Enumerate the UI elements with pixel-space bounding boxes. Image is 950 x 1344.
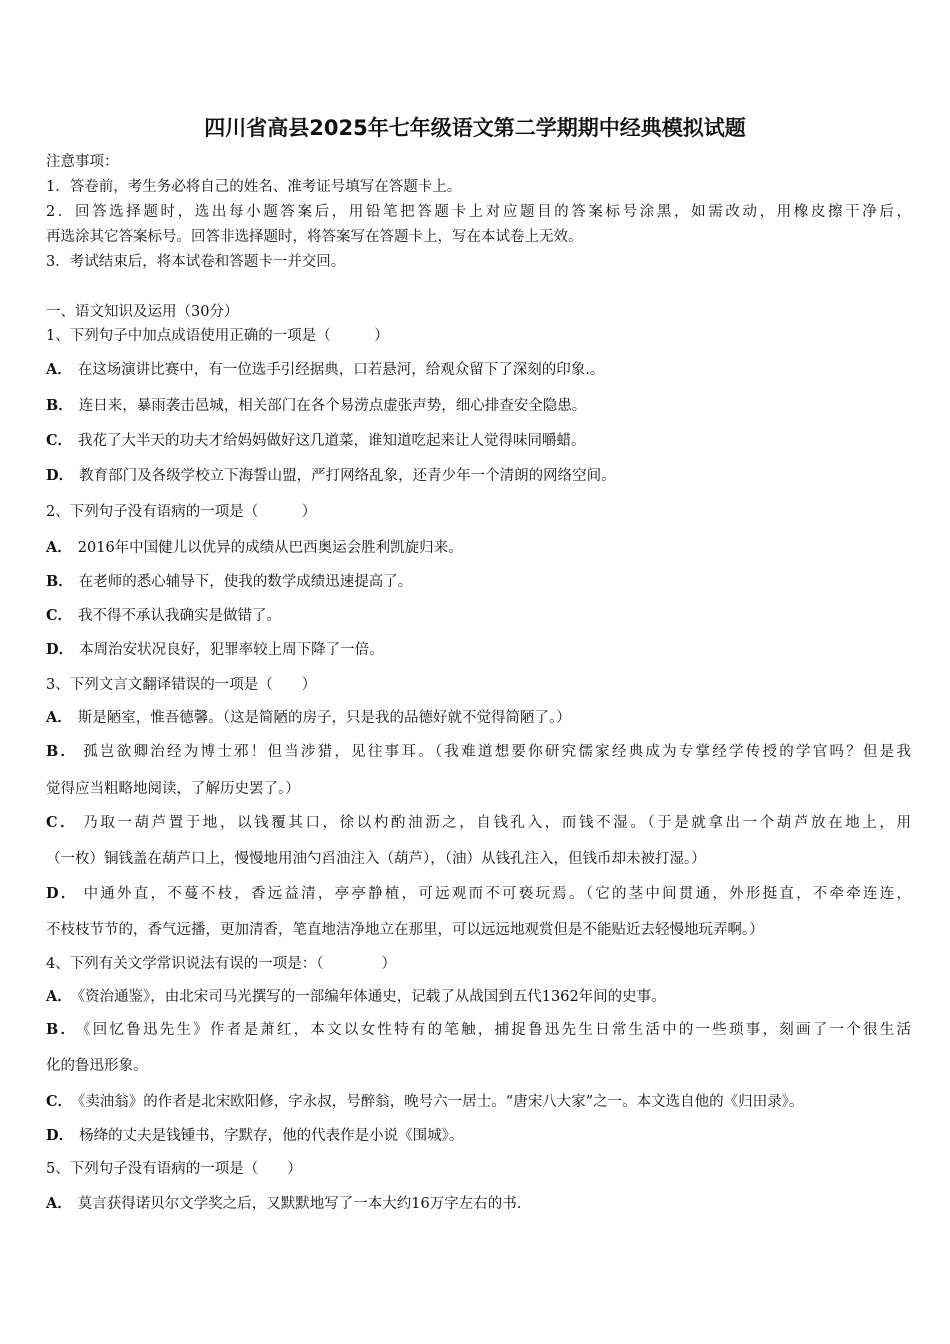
question-1-option-a: A． 在这场演讲比赛中，有一位选手引经据典，口若悬河，给观众留下了深刻的印象.。 <box>46 361 605 378</box>
question-5-option-a: A． 莫言获得诺贝尔文学奖之后，又默默地写了一本大约16万字左右的书. <box>46 1195 522 1212</box>
question-2-stem: 2、下列句子没有语病的一项是（ ） <box>46 504 317 520</box>
section-heading: 一、语文知识及运用（30分） <box>46 304 239 320</box>
notice-item-2-line-1: 2．回答选择题时，选出每小题答案后，用铅笔把答题卡上对应题目的答案标号涂黑，如需改动，用橡皮擦干净后， <box>46 204 911 220</box>
question-2-option-b: B． 在老师的悉心辅导下，使我的数学成绩迅速提高了。 <box>46 573 413 590</box>
notice-item-2-line-2: 再选涂其它答案标号。回答非选择题时，将答案写在答题卡上，写在本试卷上无效。 <box>46 229 583 245</box>
question-3-option-a: A． 斯是陋室，惟吾德馨。（这是简陋的房子，只是我的品德好就不觉得简陋了。） <box>46 709 571 726</box>
question-2-option-c: C． 我不得不承认我确实是做错了。 <box>46 607 282 624</box>
question-4-stem: 4、下列有关文学常识说法有误的一项是：（ ） <box>46 956 396 972</box>
question-1-option-c: C． 我花了大半天的功夫才给妈妈做好这几道菜，谁知道吃起来让人觉得味同嚼蜡。 <box>46 432 586 449</box>
question-3-option-c-cont: （一枚）铜钱盖在葫芦口上，慢慢地用油勺舀油注入（葫芦），（油）从钱孔注入，但钱币却未被打湿。） <box>46 851 706 867</box>
question-3-option-b-cont: 觉得应当粗略地阅读，了解历史罢了。） <box>46 781 300 797</box>
notice-heading: 注意事项： <box>46 154 119 170</box>
question-4-option-a: A． 《资治通鉴》，由北宋司马光撰写的一部编年体通史，记载了从战国到五代1362年间的史事。 <box>46 988 666 1005</box>
question-4-option-b: B． 《回忆鲁迅先生》作者是萧红，本文以女性特有的笔触，捕捉鲁迅先生日常生活中的一些琐事，刻画了一个很生活 <box>46 1021 911 1038</box>
notice-item-3: 3．考试结束后，将本试卷和答题卡一并交回。 <box>46 254 346 270</box>
page-title: 四川省高县2025年七年级语文第二学期期中经典模拟试题 <box>204 116 746 140</box>
question-1-stem: 1、下列句子中加点成语使用正确的一项是（ ） <box>46 328 389 344</box>
question-3-option-d-cont: 不枝枝节节的，香气远播，更加清香，笔直地洁净地立在那里，可以远远地观赏但是不能贴近去轻慢地玩弄啊。） <box>46 922 764 938</box>
notice-item-1: 1．答卷前，考生务必将自己的姓名、准考证号填写在答题卡上。 <box>46 179 462 195</box>
question-3-option-d: D． 中通外直，不蔓不枝，香远益清，亭亭静植，可远观而不可亵玩焉。（它的茎中间贯通，外形挺直，不牵牵连连， <box>46 885 912 902</box>
question-4-option-b-cont: 化的鲁迅形象。 <box>46 1058 148 1074</box>
question-2-option-d: D． 本周治安状况良好，犯罪率较上周下降了一倍。 <box>46 641 384 658</box>
question-1-option-b: B． 连日来，暴雨袭击邑城，相关部门在各个易涝点虚张声势，细心排查安全隐患。 <box>46 397 587 414</box>
question-1-option-d: D． 教育部门及各级学校立下海誓山盟，严打网络乱象，还青少年一个清朗的网络空间。 <box>46 467 616 484</box>
question-3-option-b: B． 孤岂欲卿治经为博士邪！但当涉猎，见往事耳。（我难道想要你研究儒家经典成为专掌经学传授的学官吗？但是我 <box>46 743 911 760</box>
question-3-option-c: C． 乃取一葫芦置于地，以钱覆其口，徐以杓酌油沥之，自钱孔入，而钱不湿。（于是就拿出一个葫芦放在地上，用 <box>46 814 911 831</box>
question-3-stem: 3、下列文言文翻译错误的一项是（ ） <box>46 677 317 693</box>
question-4-option-d: D． 杨绛的丈夫是钱锺书，字默存，他的代表作是小说《围城》。 <box>46 1127 464 1144</box>
question-5-stem: 5、下列句子没有语病的一项是（ ） <box>46 1161 302 1177</box>
question-2-option-a: A． 2016年中国健儿以优异的成绩从巴西奥运会胜利凯旋归来。 <box>46 539 463 556</box>
question-4-option-c: C． 《卖油翁》的作者是北宋欧阳修，字永叔，号醉翁，晚号六一居士。“唐宋八大家”之一。本文选自他的《归田录》。 <box>46 1093 804 1110</box>
